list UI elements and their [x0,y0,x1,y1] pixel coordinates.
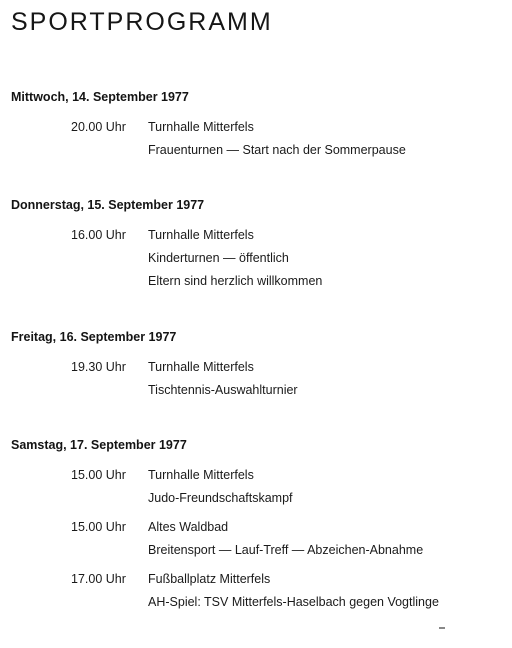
day-heading-friday: Freitag, 16. September 1977 [11,330,177,344]
event-location: Turnhalle Mitterfels [148,120,254,134]
day-heading-wednesday: Mittwoch, 14. September 1977 [11,90,189,104]
event-note: Eltern sind herzlich willkommen [148,274,323,288]
event-location: Turnhalle Mitterfels [148,468,254,482]
event-time: 17.00 Uhr [71,572,126,586]
event-time: 15.00 Uhr [71,520,126,534]
event-description: Judo-Freundschaftskampf [148,491,293,505]
page-title: SPORTPROGRAMM [11,8,273,36]
event-time: 19.30 Uhr [71,360,126,374]
event-location: Turnhalle Mitterfels [148,228,254,242]
event-time: 20.00 Uhr [71,120,126,134]
print-speck [439,627,445,629]
event-time: 16.00 Uhr [71,228,126,242]
event-location: Fußballplatz Mitterfels [148,572,271,586]
event-description: Tischtennis-Auswahlturnier [148,383,298,397]
event-description: Breitensport — Lauf-Treff — Abzeichen-Abnahme [148,543,424,557]
day-heading-saturday: Samstag, 17. September 1977 [11,438,187,452]
event-time: 15.00 Uhr [71,468,126,482]
event-description: AH-Spiel: TSV Mitterfels-Haselbach gegen Vogtlinge [148,595,439,609]
day-heading-thursday: Donnerstag, 15. September 1977 [11,198,205,212]
event-description: Frauenturnen — Start nach der Sommerpause [148,143,406,157]
event-description: Kinderturnen — öffentlich [148,251,289,265]
event-location: Altes Waldbad [148,520,229,534]
event-location: Turnhalle Mitterfels [148,360,254,374]
